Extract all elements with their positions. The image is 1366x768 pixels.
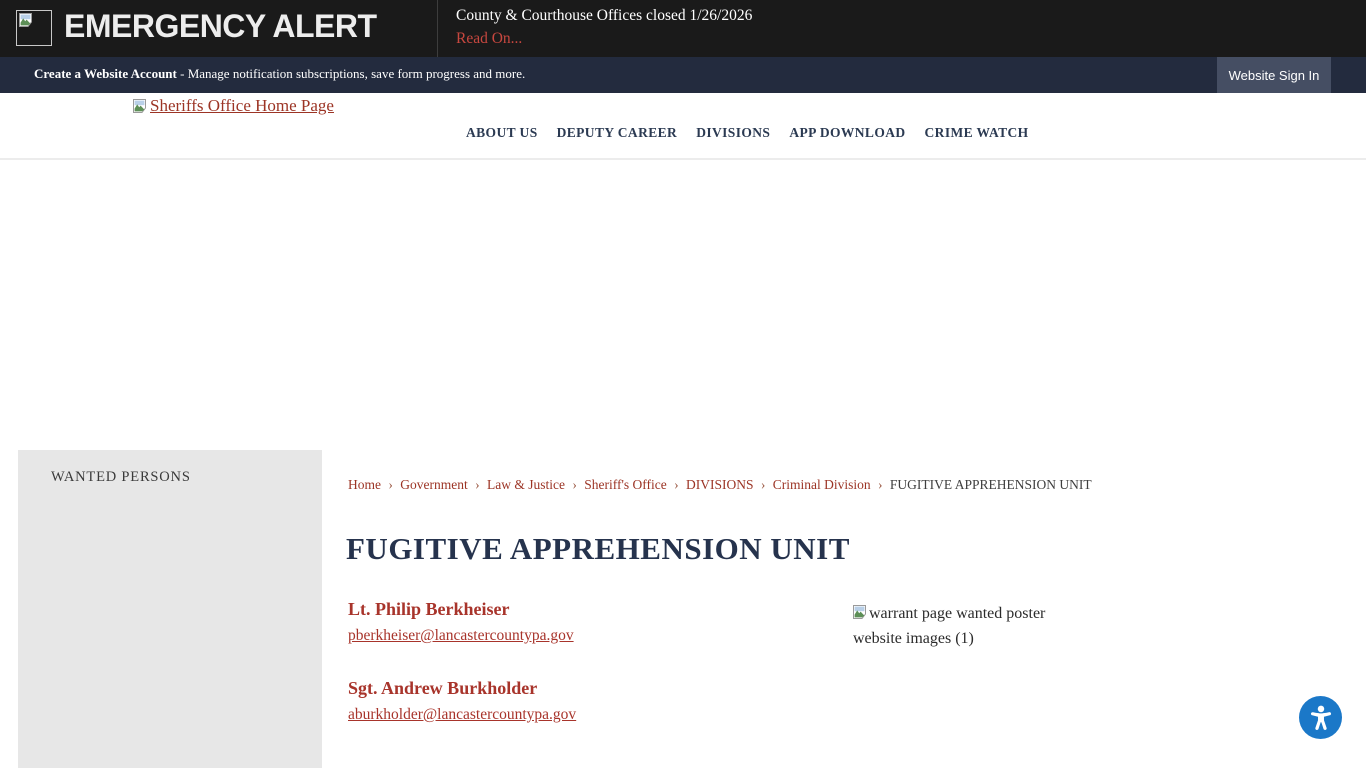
home-logo-link[interactable]: [133, 96, 334, 116]
accessibility-button[interactable]: [1299, 696, 1342, 739]
page-title: FUGITIVE APPREHENSION UNIT: [346, 531, 850, 566]
main-navigation: [466, 125, 1029, 141]
contact-name: Sgt. Andrew Burkholder: [348, 678, 538, 698]
create-account-link[interactable]: Create a Website Account: [34, 66, 177, 81]
accessibility-person-icon: [1304, 701, 1338, 735]
alert-message: County & Courthouse Offices closed 1/26/2026: [456, 7, 753, 24]
contact-email-link[interactable]: pberkheiser@lancastercountypa.gov: [348, 627, 574, 644]
breadcrumb-separator: ›: [760, 477, 766, 492]
breadcrumb-home[interactable]: Home: [348, 477, 381, 492]
create-account-text[interactable]: [34, 66, 525, 82]
logo-broken-image-icon: [133, 99, 148, 114]
nav-divisions[interactable]: DIVISIONS: [696, 125, 771, 140]
contact-email-link[interactable]: aburkholder@lancastercountypa.gov: [348, 706, 577, 723]
left-sidebar: [18, 450, 322, 768]
nav-crime-watch[interactable]: CRIME WATCH: [924, 125, 1029, 140]
breadcrumb-criminal-division[interactable]: Criminal Division: [772, 477, 871, 492]
nav-deputy-career[interactable]: DEPUTY CAREER: [556, 125, 678, 140]
breadcrumb: [348, 477, 1092, 493]
image-alt-text: warrant page wanted poster website images (1): [853, 605, 1046, 647]
breadcrumb-law-justice[interactable]: Law & Justice: [486, 477, 565, 492]
content-broken-image-icon: [853, 605, 868, 620]
alert-broken-image-icon: [16, 10, 52, 46]
breadcrumb-separator: ›: [572, 477, 577, 492]
logo-alt-text: Sheriffs Office Home Page: [150, 96, 334, 115]
breadcrumb-separator: ›: [674, 477, 679, 492]
account-bar: [0, 57, 1366, 93]
breadcrumb-current: FUGITIVE APPREHENSION UNIT: [889, 477, 1092, 492]
breadcrumb-separator: ›: [388, 477, 393, 492]
contact-name: Lt. Philip Berkheiser: [348, 599, 510, 619]
breadcrumb-sheriffs-office[interactable]: Sheriff's Office: [584, 477, 667, 492]
nav-app-download[interactable]: APP DOWNLOAD: [789, 125, 906, 140]
create-account-description: - Manage notification subscriptions, save form progress and more.: [176, 66, 526, 81]
emergency-alert-title: EMERGENCY ALERT: [64, 8, 377, 44]
site-header: [0, 93, 1366, 160]
broken-image-glyph: [19, 13, 34, 28]
sidebar-item-wanted-persons[interactable]: WANTED PERSONS: [51, 469, 191, 485]
breadcrumb-government[interactable]: Government: [400, 477, 468, 492]
alert-divider: [437, 0, 438, 57]
wanted-poster-broken-image: [853, 601, 1065, 651]
nav-about-us[interactable]: ABOUT US: [466, 125, 538, 140]
read-on-link[interactable]: Read On...: [456, 30, 523, 47]
breadcrumb-separator: ›: [475, 477, 480, 492]
emergency-alert-bar: [0, 0, 1366, 57]
breadcrumb-separator: ›: [878, 477, 883, 492]
breadcrumb-divisions[interactable]: DIVISIONS: [686, 477, 754, 492]
website-sign-in-button[interactable]: Website Sign In: [1217, 57, 1331, 93]
